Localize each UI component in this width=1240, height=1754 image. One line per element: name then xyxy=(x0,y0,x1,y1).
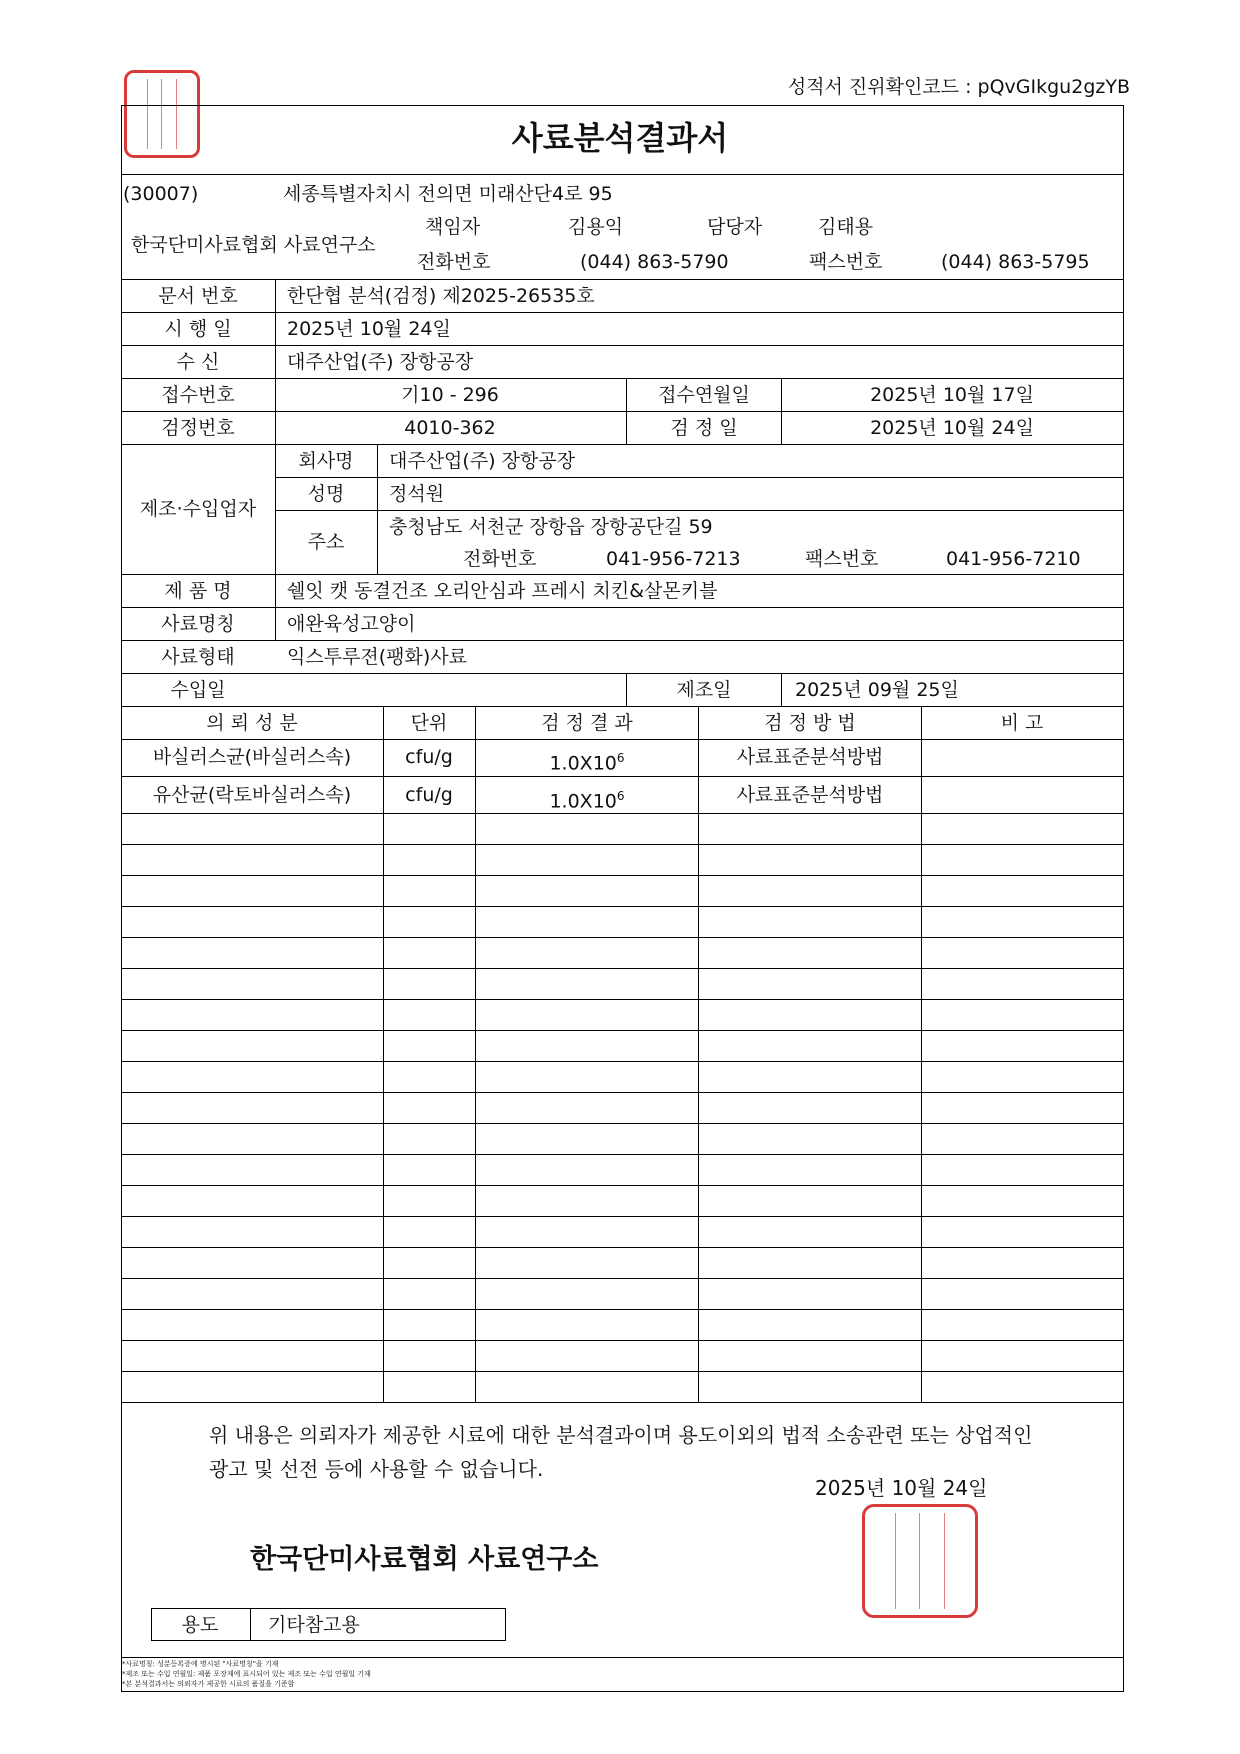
col-header-note: 비 고 xyxy=(1000,712,1044,734)
issuer-tel: (044) 863-5790 xyxy=(580,251,729,273)
table-row-item: 유산균(락토바실러스속) xyxy=(152,784,352,806)
receipt-date-label: 접수연월일 xyxy=(658,384,750,406)
maker-address: 충청남도 서천군 장항읍 장항공단길 59 xyxy=(389,516,713,538)
col-header-unit: 단위 xyxy=(410,712,448,734)
table-row-method: 사료표준분석방법 xyxy=(736,746,884,768)
docno-value: 한단협 분석(검정) 제2025-26535호 xyxy=(287,285,595,307)
col-header-result: 검 정 결 과 xyxy=(541,712,633,734)
docno-label: 문서 번호 xyxy=(158,285,238,307)
notice-line-1: 위 내용은 의뢰자가 제공한 시료에 대한 분석결과이며 용도이외의 법적 소송관련 또는 상업적인 xyxy=(209,1423,1033,1447)
table-row-unit: cfu/g xyxy=(405,746,453,768)
feed-form: 익스투루젼(팽화)사료 xyxy=(287,646,468,668)
footnote: *제조 또는 수입 연월일: 제품 포장재에 표시되어 있는 제조 또는 수입 연월일 기재 xyxy=(122,1670,371,1678)
feed-name-label: 사료명칭 xyxy=(161,613,235,635)
recipient-value: 대주산업(주) 장항공장 xyxy=(287,351,474,373)
feed-form-label: 사료형태 xyxy=(161,646,235,668)
usage-label: 용도 xyxy=(181,1614,219,1636)
inspection-date-value: 2025년 10월 24일 xyxy=(870,417,1034,439)
table-row-result: $1.0X10^6$ xyxy=(549,789,625,813)
issue-date-label: 시 행 일 xyxy=(164,318,232,340)
table-row-item: 바실러스균(바실러스속) xyxy=(152,746,352,768)
maker-address-label: 주소 xyxy=(307,531,345,553)
page-title: 사료분석결과서 xyxy=(511,119,729,157)
maker-fax: 041-956-7210 xyxy=(946,548,1081,570)
issuer-staff: 김태용 xyxy=(818,216,874,238)
org-seal-stamp xyxy=(862,1504,978,1618)
mfg-date: 2025년 09월 25일 xyxy=(795,679,959,701)
footnote: *사료명칭: 성분등록증에 명시된 "사료명칭"을 기재 xyxy=(122,1660,279,1668)
issuer-fax-label: 팩스번호 xyxy=(809,251,883,273)
notice-line-2: 광고 및 선전 등에 사용할 수 없습니다. xyxy=(209,1457,544,1481)
footnote: *본 분석결과서는 의뢰자가 제공한 시료의 품질을 기준함 xyxy=(122,1680,295,1688)
col-header-method: 검 정 방 법 xyxy=(764,712,856,734)
product-name: 쉘잇 캣 동결건조 오리안심과 프레시 치킨&살몬키블 xyxy=(287,580,718,602)
receipt-no-value: 기10 - 296 xyxy=(401,384,499,406)
issuer-address: 세종특별자치시 전의면 미래산단4로 95 xyxy=(283,183,613,205)
maker-company: 대주산업(주) 장항공장 xyxy=(389,450,576,472)
mfg-date-label: 제조일 xyxy=(676,679,732,701)
notice-date: 2025년 10월 24일 xyxy=(815,1476,988,1500)
table-row-result: $1.0X10^6$ xyxy=(549,751,625,775)
issuer-staff-label: 담당자 xyxy=(707,216,763,238)
notice-org: 한국단미사료협회 사료연구소 xyxy=(250,1544,599,1575)
product-name-label: 제 품 명 xyxy=(164,580,232,602)
maker-tel-label: 전화번호 xyxy=(463,548,537,570)
feed-name: 애완육성고양이 xyxy=(287,613,416,635)
issue-date-value: 2025년 10월 24일 xyxy=(287,318,451,340)
recipient-label: 수 신 xyxy=(176,351,220,373)
maker-person-label: 성명 xyxy=(307,483,345,505)
table-row-unit: cfu/g xyxy=(405,784,453,806)
issuer-manager-label: 책임자 xyxy=(425,216,481,238)
receipt-no-label: 접수번호 xyxy=(161,384,235,406)
col-header-item: 의 뢰 성 분 xyxy=(206,712,298,734)
receipt-date-value: 2025년 10월 17일 xyxy=(870,384,1034,406)
import-date-label: 수입일 xyxy=(170,679,226,701)
maker-group-label: 제조·수입업자 xyxy=(139,498,257,520)
maker-fax-label: 팩스번호 xyxy=(805,548,879,570)
issuer-tel-label: 전화번호 xyxy=(417,251,491,273)
issuer-name: 한국단미사료협회 사료연구소 xyxy=(131,234,376,256)
inspection-date-label: 검 정 일 xyxy=(670,417,738,439)
issuer-manager: 김용익 xyxy=(568,216,624,238)
issuer-postal: (30007) xyxy=(123,183,199,205)
table-row-method: 사료표준분석방법 xyxy=(736,784,884,806)
inspection-no-label: 검정번호 xyxy=(161,417,235,439)
maker-tel: 041-956-7213 xyxy=(606,548,741,570)
inspection-no-value: 4010-362 xyxy=(404,417,496,439)
maker-person: 정석원 xyxy=(389,483,445,505)
issuer-fax: (044) 863-5795 xyxy=(941,251,1090,273)
maker-company-label: 회사명 xyxy=(298,450,354,472)
verification-code: 성적서 진위확인코드 : pQvGIkgu2gzYB xyxy=(787,76,1130,98)
usage-value: 기타참고용 xyxy=(268,1614,360,1636)
